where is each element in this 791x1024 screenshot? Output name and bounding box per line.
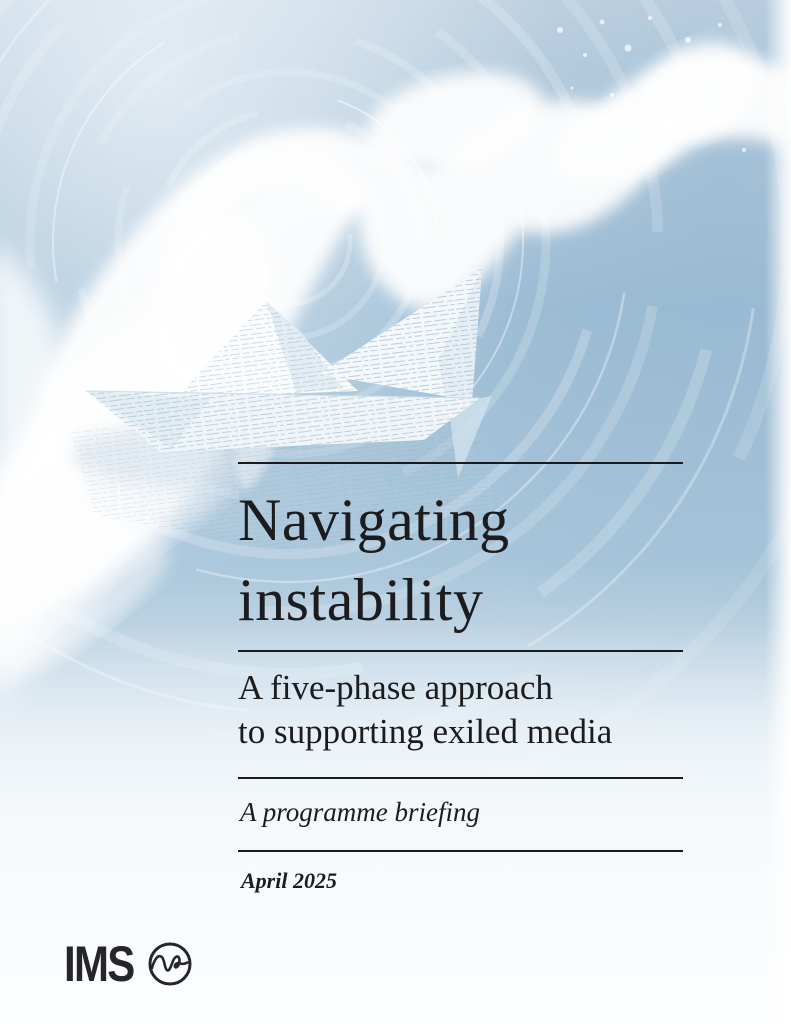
divider-rule-date xyxy=(238,850,683,852)
ims-logo-text: IMS xyxy=(64,936,134,992)
subtitle-line-2: to supporting exiled media xyxy=(238,712,613,751)
title-line-2: instability xyxy=(238,567,484,633)
date-label: April 2025 xyxy=(241,868,337,893)
ims-logo xyxy=(64,936,193,992)
divider-rule-doctype xyxy=(238,777,683,779)
doc-type-label: A programme briefing xyxy=(240,797,480,827)
cover-subtitle xyxy=(238,666,612,754)
cover-title xyxy=(238,480,510,640)
divider-rule-subtitle xyxy=(238,650,683,652)
title-line-1: Navigating xyxy=(238,487,510,553)
subtitle-line-1: A five-phase approach xyxy=(238,668,553,707)
ims-wave-icon xyxy=(147,941,193,987)
divider-rule-top xyxy=(238,462,683,464)
